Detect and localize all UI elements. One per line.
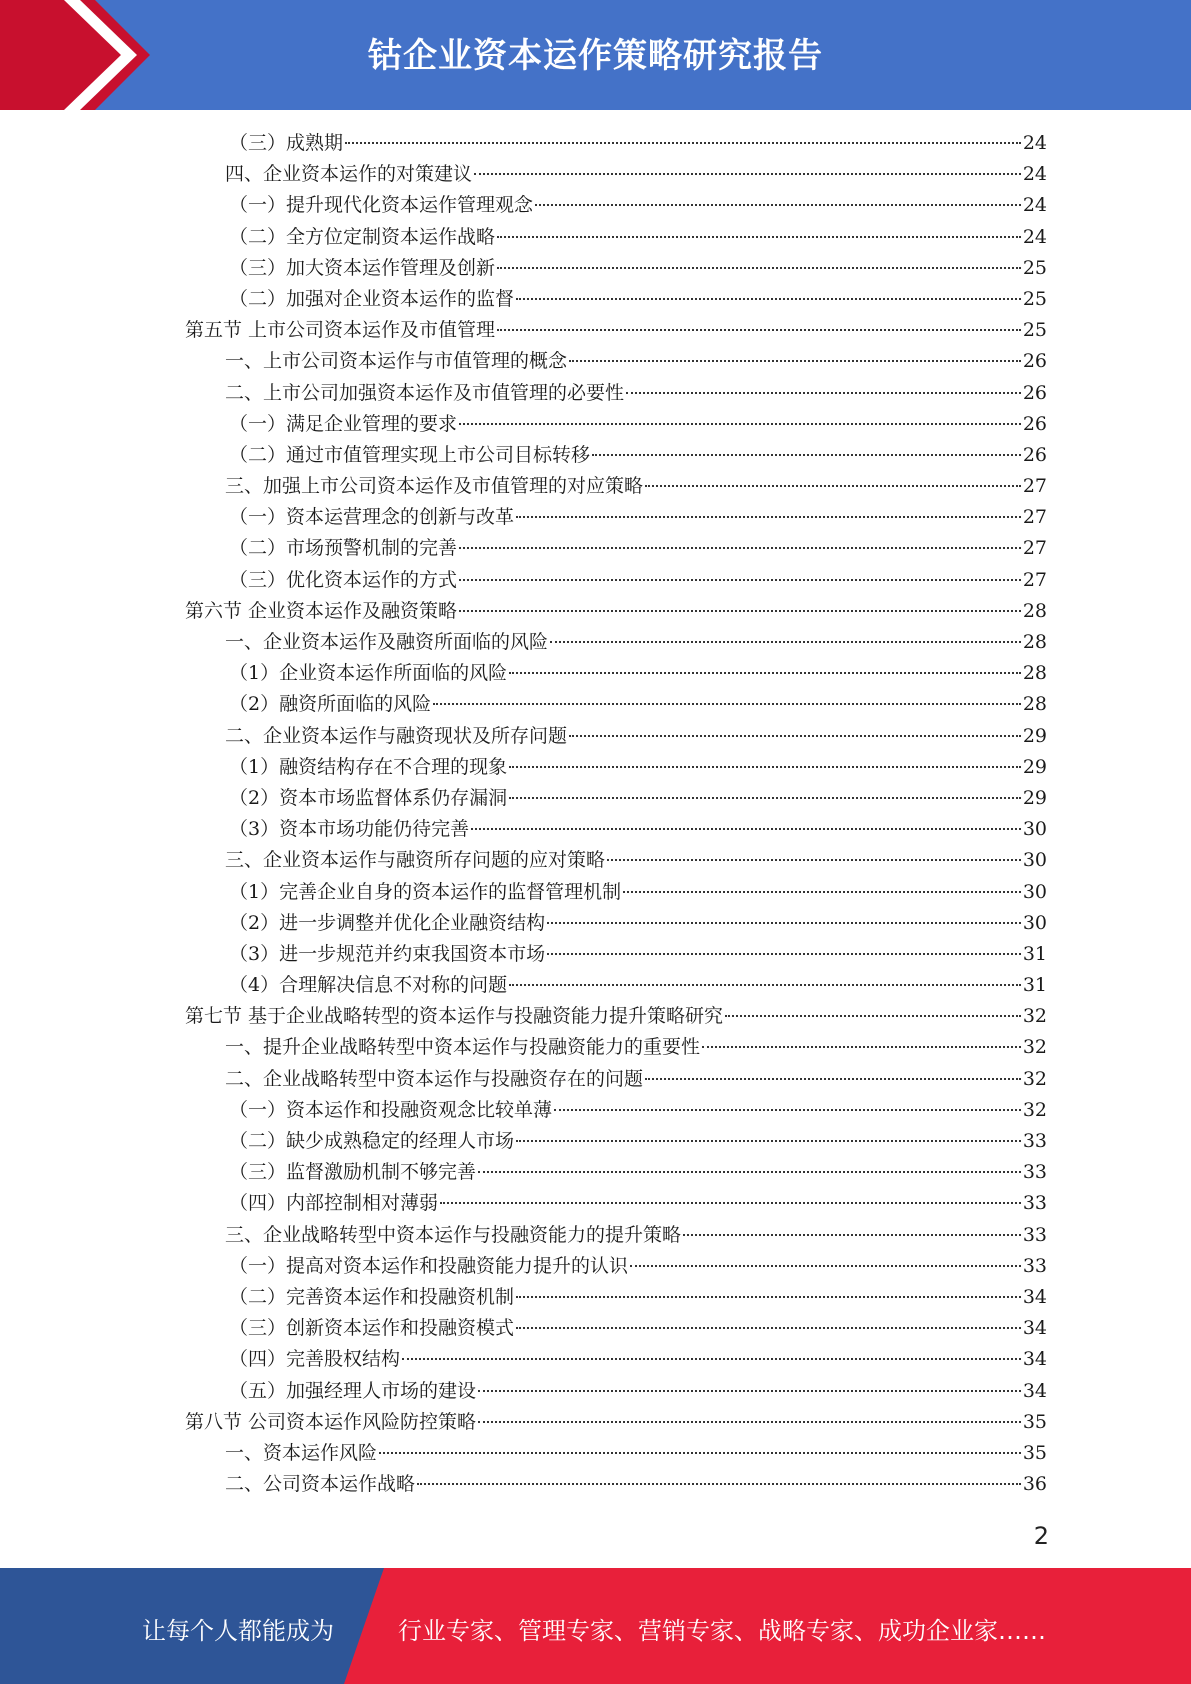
toc-entry[interactable] [185, 1126, 1047, 1157]
toc-entry-page: 25 [1022, 256, 1047, 279]
toc-entry-page: 27 [1022, 506, 1047, 529]
toc-entry[interactable] [185, 1188, 1047, 1219]
toc-entry[interactable] [185, 783, 1047, 814]
toc-entry-label: （4）合理解决信息不对称的问题 [229, 974, 508, 997]
toc-dot-leader [516, 1296, 1021, 1298]
toc-dot-leader [474, 173, 1021, 175]
toc-dot-leader [471, 828, 1021, 830]
toc-entry-page: 32 [1022, 1036, 1047, 1059]
toc-dot-leader [459, 610, 1021, 612]
toc-dot-leader [345, 142, 1021, 144]
toc-entry-page: 30 [1022, 818, 1047, 841]
toc-entry-label: 二、企业战略转型中资本运作与投融资存在的问题 [225, 1067, 644, 1090]
toc-entry-page: 26 [1022, 350, 1047, 373]
toc-dot-leader [433, 703, 1021, 705]
toc-entry-page: 33 [1022, 1223, 1047, 1246]
toc-entry[interactable] [185, 1282, 1047, 1313]
toc-entry-page: 29 [1022, 786, 1047, 809]
toc-entry[interactable] [185, 1313, 1047, 1344]
toc-entry-page: 31 [1022, 942, 1047, 965]
toc-dot-leader [478, 1390, 1021, 1392]
toc-dot-leader [725, 1015, 1021, 1017]
toc-dot-leader [645, 1078, 1021, 1080]
toc-entry[interactable] [185, 1469, 1047, 1500]
toc-dot-leader [509, 984, 1021, 986]
toc-dot-leader [459, 423, 1021, 425]
toc-entry[interactable] [185, 1095, 1047, 1126]
toc-entry-page: 31 [1022, 974, 1047, 997]
toc-entry-label: 第六节 企业资本运作及融资策略 [185, 599, 458, 622]
toc-entry-page: 24 [1022, 194, 1047, 217]
toc-entry-page: 29 [1022, 755, 1047, 778]
footer-slogan-right: 行业专家、管理专家、营销专家、战略专家、成功企业家…… [398, 1617, 1046, 1645]
toc-entry-label: （3）资本市场功能仍待完善 [229, 818, 470, 841]
toc-entry-page: 34 [1022, 1285, 1047, 1308]
toc-dot-leader [459, 579, 1021, 581]
toc-entry-label: （二）市场预警机制的完善 [229, 537, 458, 560]
toc-entry-label: 第八节 公司资本运作风险防控策略 [185, 1410, 477, 1433]
toc-entry-page: 25 [1022, 319, 1047, 342]
toc-dot-leader [516, 1140, 1021, 1142]
toc-entry[interactable] [185, 502, 1047, 533]
toc-entry[interactable] [185, 253, 1047, 284]
toc-entry[interactable] [185, 1001, 1047, 1032]
toc-entry[interactable] [185, 689, 1047, 720]
toc-entry-label: （二）缺少成熟稳定的经理人市场 [229, 1130, 515, 1152]
toc-entry-page: 30 [1022, 911, 1047, 934]
toc-entry-label: （四）完善股权结构 [229, 1348, 401, 1371]
toc-entry-label: （二）加强对企业资本运作的监督 [229, 287, 515, 310]
toc-entry-page: 28 [1022, 693, 1047, 716]
toc-entry-page: 24 [1022, 163, 1047, 186]
toc-entry-page: 35 [1022, 1410, 1047, 1433]
toc-entry-label: （2）资本市场监督体系仍存漏洞 [229, 786, 508, 809]
toc-entry-page: 32 [1022, 1098, 1047, 1121]
toc-entry[interactable] [185, 1032, 1047, 1063]
toc-entry[interactable] [185, 284, 1047, 315]
toc-entry[interactable] [185, 877, 1047, 908]
toc-dot-leader [547, 953, 1021, 955]
toc-entry[interactable] [185, 1157, 1047, 1188]
toc-entry-page: 27 [1022, 475, 1047, 498]
toc-entry[interactable] [185, 1251, 1047, 1282]
footer-band [0, 1568, 1191, 1684]
toc-entry-label: （三）成熟期 [229, 132, 344, 154]
toc-dot-leader [440, 1202, 1021, 1204]
toc-entry-label: （1）企业资本运作所面临的风险 [229, 662, 508, 685]
toc-entry-page: 34 [1022, 1379, 1047, 1402]
toc-entry-page: 32 [1022, 1067, 1047, 1090]
toc-entry-label: （四）内部控制相对薄弱 [229, 1192, 439, 1215]
toc-entry[interactable] [185, 596, 1047, 627]
toc-entry-label: （2）进一步调整并优化企业融资结构 [229, 911, 546, 934]
toc-dot-leader [516, 516, 1021, 518]
toc-entry[interactable] [185, 814, 1047, 845]
toc-entry-label: 二、上市公司加强资本运作及市值管理的必要性 [225, 381, 625, 404]
toc-entry-page: 28 [1022, 631, 1047, 653]
toc-entry-label: （一）资本运作和投融资观念比较单薄 [229, 1098, 553, 1121]
toc-entry[interactable] [185, 533, 1047, 564]
toc-entry-label: （二）通过市值管理实现上市公司目标转移 [229, 443, 591, 466]
toc-entry[interactable] [185, 409, 1047, 440]
toc-entry-label: 第七节 基于企业战略转型的资本运作与投融资能力提升策略研究 [185, 1005, 724, 1028]
toc-entry[interactable] [185, 1344, 1047, 1375]
toc-dot-leader [645, 485, 1021, 487]
toc-dot-leader [478, 1421, 1021, 1423]
toc-entry-page: 33 [1022, 1192, 1047, 1215]
toc-dot-leader [509, 766, 1021, 768]
toc-entry-page: 32 [1022, 1005, 1047, 1028]
toc-entry[interactable] [185, 752, 1047, 783]
toc-entry-label: （三）创新资本运作和投融资模式 [229, 1317, 515, 1340]
toc-dot-leader [569, 360, 1021, 362]
toc-dot-leader [417, 1483, 1021, 1485]
toc-entry[interactable] [185, 1438, 1047, 1469]
toc-entry-page: 29 [1022, 724, 1047, 747]
toc-entry-page: 24 [1022, 225, 1047, 248]
toc-dot-leader [535, 204, 1021, 206]
toc-entry-label: 三、加强上市公司资本运作及市值管理的对应策略 [225, 475, 644, 498]
toc-entry-label: 一、提升企业战略转型中资本运作与投融资能力的重要性 [225, 1036, 701, 1059]
table-of-contents [185, 128, 1047, 1500]
toc-entry-page: 33 [1022, 1254, 1047, 1277]
toc-entry[interactable] [185, 1407, 1047, 1438]
toc-dot-leader [497, 236, 1021, 238]
toc-dot-leader [516, 1327, 1021, 1329]
toc-entry-label: 三、企业战略转型中资本运作与投融资能力的提升策略 [225, 1223, 682, 1246]
toc-dot-leader [497, 329, 1021, 331]
toc-entry-label: （二）全方位定制资本运作战略 [229, 225, 496, 248]
toc-entry-page: 34 [1022, 1317, 1047, 1340]
toc-dot-leader [630, 1265, 1021, 1267]
toc-entry[interactable] [185, 845, 1047, 876]
toc-entry-label: 一、上市公司资本运作与市值管理的概念 [225, 350, 568, 373]
toc-entry-label: （一）提高对资本运作和投融资能力提升的认识 [229, 1254, 629, 1277]
toc-entry-label: （三）加大资本运作管理及创新 [229, 256, 496, 279]
toc-entry[interactable] [185, 159, 1047, 190]
toc-dot-leader [702, 1046, 1021, 1048]
toc-entry[interactable] [185, 222, 1047, 253]
toc-entry-label: （一）满足企业管理的要求 [229, 412, 458, 435]
toc-entry[interactable] [185, 658, 1047, 689]
toc-entry-label: （五）加强经理人市场的建设 [229, 1379, 477, 1402]
toc-entry-page: 28 [1022, 599, 1047, 622]
toc-entry-page: 26 [1022, 443, 1047, 466]
toc-entry-page: 25 [1022, 287, 1047, 310]
toc-dot-leader [607, 859, 1021, 861]
toc-entry[interactable] [185, 1220, 1047, 1251]
header-band [0, 0, 1191, 110]
toc-entry[interactable] [185, 627, 1047, 658]
toc-entry[interactable] [185, 721, 1047, 752]
toc-dot-leader [402, 1358, 1021, 1360]
toc-entry-page: 26 [1022, 381, 1047, 404]
toc-dot-leader [379, 1452, 1021, 1454]
toc-entry[interactable] [185, 565, 1047, 596]
toc-entry[interactable] [185, 939, 1047, 970]
toc-entry-page: 34 [1022, 1348, 1047, 1371]
toc-dot-leader [569, 735, 1021, 737]
toc-entry-page: 27 [1022, 568, 1047, 591]
toc-entry-page: 30 [1022, 880, 1047, 903]
toc-entry-label: （一）资本运营理念的创新与改革 [229, 506, 515, 529]
toc-dot-leader [547, 922, 1021, 924]
toc-entry-page: 27 [1022, 537, 1047, 560]
toc-dot-leader [478, 1171, 1021, 1173]
toc-dot-leader [509, 672, 1021, 674]
toc-entry[interactable] [185, 315, 1047, 346]
toc-entry-page: 36 [1022, 1473, 1047, 1496]
toc-entry[interactable] [185, 440, 1047, 471]
toc-entry-label: （3）进一步规范并约束我国资本市场 [229, 942, 546, 965]
toc-entry-label: （1）融资结构存在不合理的现象 [229, 755, 508, 778]
toc-entry-label: （二）完善资本运作和投融资机制 [229, 1285, 515, 1308]
toc-entry-label: 第五节 上市公司资本运作及市值管理 [185, 319, 496, 342]
toc-entry-label: 一、企业资本运作及融资所面临的风险 [225, 631, 549, 653]
toc-entry-label: （三）监督激励机制不够完善 [229, 1161, 477, 1184]
toc-entry-page: 33 [1022, 1130, 1047, 1152]
toc-dot-leader [623, 891, 1021, 893]
toc-entry-label: 一、资本运作风险 [225, 1441, 378, 1464]
toc-entry[interactable] [185, 128, 1047, 159]
toc-entry-page: 33 [1022, 1161, 1047, 1184]
toc-dot-leader [626, 392, 1021, 394]
toc-dot-leader [554, 1109, 1021, 1111]
toc-entry-label: 二、公司资本运作战略 [225, 1473, 416, 1496]
toc-entry[interactable] [185, 190, 1047, 221]
toc-entry[interactable] [185, 908, 1047, 939]
toc-dot-leader [459, 547, 1021, 549]
footer-slogan-left: 让每个人都能成为 [142, 1617, 334, 1645]
toc-entry-label: （1）完善企业自身的资本运作的监督管理机制 [229, 880, 622, 903]
document-title: 钴企业资本运作策略研究报告 [368, 36, 823, 76]
toc-entry-page: 35 [1022, 1441, 1047, 1464]
toc-entry-label: （一）提升现代化资本运作管理观念 [229, 194, 534, 217]
toc-entry[interactable] [185, 378, 1047, 409]
page-number: 2 [1033, 1522, 1049, 1550]
toc-entry-label: 三、企业资本运作与融资所存问题的应对策略 [225, 849, 606, 872]
toc-dot-leader [516, 298, 1021, 300]
toc-entry-label: （2）融资所面临的风险 [229, 693, 432, 716]
toc-entry[interactable] [185, 970, 1047, 1001]
toc-entry-page: 26 [1022, 412, 1047, 435]
toc-dot-leader [509, 797, 1021, 799]
toc-entry[interactable] [185, 471, 1047, 502]
toc-entry-label: （三）优化资本运作的方式 [229, 568, 458, 591]
toc-entry[interactable] [185, 1064, 1047, 1095]
toc-entry[interactable] [185, 1376, 1047, 1407]
toc-dot-leader [683, 1234, 1021, 1236]
toc-entry-label: 二、企业资本运作与融资现状及所存问题 [225, 724, 568, 747]
toc-dot-leader [550, 641, 1021, 643]
toc-dot-leader [592, 454, 1021, 456]
toc-dot-leader [497, 267, 1021, 269]
toc-entry-page: 30 [1022, 849, 1047, 872]
toc-entry-page: 24 [1022, 132, 1047, 154]
toc-entry-label: 四、企业资本运作的对策建议 [225, 163, 473, 186]
toc-entry[interactable] [185, 346, 1047, 377]
toc-entry-page: 28 [1022, 662, 1047, 685]
